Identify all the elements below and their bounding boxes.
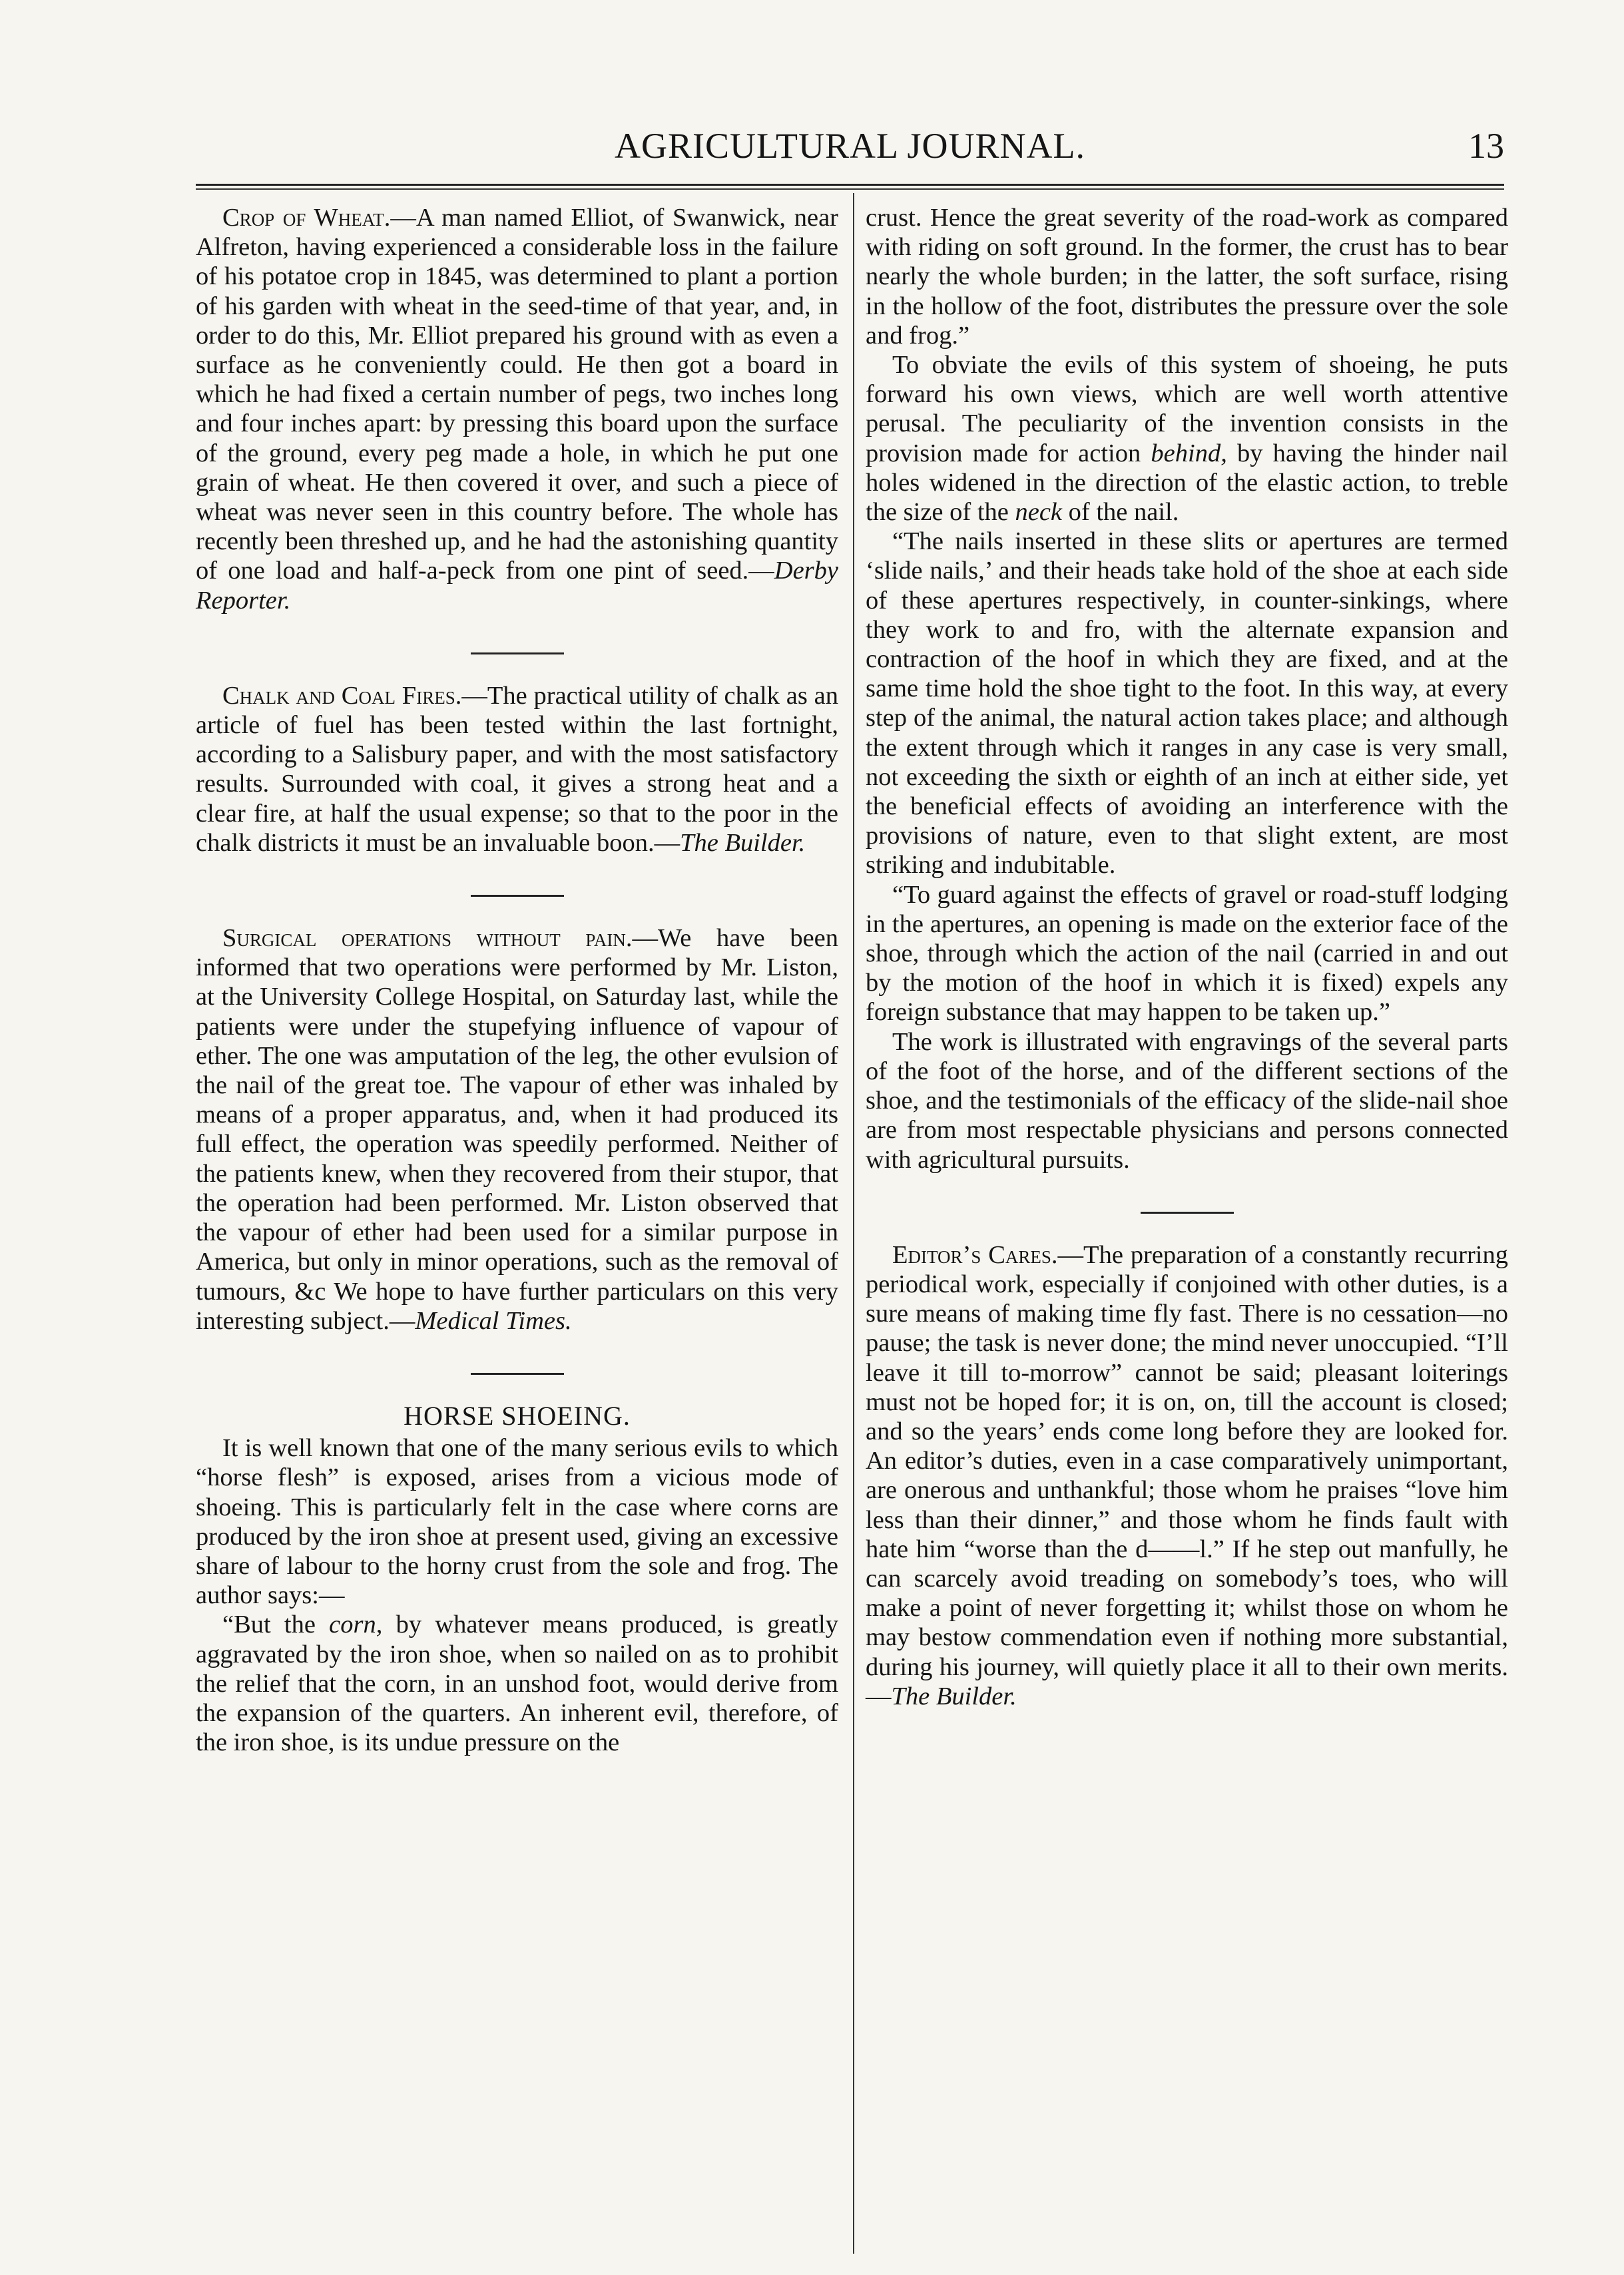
article-editors-cares [866,1240,1508,1711]
paragraph-text: To obviate the evils of this system of shoeing, he puts forward his own views, which are well worth attentive perusal. The peculiarity of the invention consists in the provision made for action [866,351,1508,467]
paragraph-text: “But the [222,1611,330,1639]
article-source: Derby Reporter. [196,557,838,615]
section-separator [471,1373,564,1375]
section-title-horse-shoeing: HORSE SHOEING. [404,1400,631,1431]
article-surgical-operations [196,923,838,1336]
header-rule [196,184,1504,186]
article-chalk-and-coal-fires [196,681,838,858]
article-body: —We have been informed that two operations were performed by Mr. Liston, at the University College Hospital, on Saturday last, while the patients were under the stupefying influence of vapour of ether. The one was amputation of the leg, the other evulsion of the nail of the great toe. The vapour of ether was inhaled by means of a proper apparatus, and, when it had produced its full effect, the operation was speedily performed. Neither of the patients knew, when they recovered from their stupor, that the operation had been performed. Mr. Liston observed that the vapour of ether had been used for a similar purpose in America, but only in minor operations, such as the removal of tumours, &c We hope to have further particulars on this very interesting subject.— [196,924,838,1335]
article-heading: Surgical operations without pain. [222,924,633,953]
section-separator [471,895,564,897]
paragraph-emphasis: behind, [1151,439,1227,467]
article-heading: Chalk and Coal Fires. [222,681,462,710]
article-source: The Builder. [891,1682,1017,1710]
horse-shoeing-paragraph-4: “The nails inserted in these slits or apertures are termed ‘slide nails,’ and their heads take hold of the shoe at each side of these apertures respectively, in counter-sinkings, where they work to and fro, with the alternate expansion and contraction of the hoof in which they are fixed, and at the same time hold the shoe tight to the foot. In this way, at every step of the animal, the natural action takes place; and although the extent through which it ranges in any case is very small, not exceeding the sixth or eighth of an inch at either side, yet the beneficial effects of avoiding an interference with the provisions of nature, even to that slight extent, are most striking and indubitable. [866,527,1508,880]
page-header [196,125,1504,178]
paragraph-text: by whatever means produced, is greatly aggravated by the iron shoe, when so nailed on as to prohibit the relief that the corn, in an unshod foot, would derive from the expansion of the quarters. An inherent evil, therefore, of the iron shoe, is its undue pressure on the [196,1611,838,1757]
article-heading: Crop of Wheat. [222,204,391,232]
horse-shoeing-paragraph-1: It is well known that one of the many serious evils to which “horse flesh” is exposed, arises from a vicious mode of shoeing. This is particularly felt in the case where corns are produced by the iron shoe at present used, giving an excessive share of labour to the horny crust from the sole and frog. The author says:— [196,1434,838,1610]
left-column [196,203,838,1757]
horse-shoeing-paragraph-2 [196,1610,838,1757]
section-separator [1141,1212,1234,1214]
article-crop-of-wheat [196,203,838,615]
section-separator [471,652,564,654]
article-heading: Editor’s Cares. [892,1240,1058,1269]
paragraph-text: of the nail. [1062,498,1179,527]
paragraph-emphasis: corn, [329,1611,383,1639]
article-body: —The preparation of a constantly recurring periodical work, especially if conjoined with other duties, is a sure means of making time fly fast. There is no cessation—no pause; the task is never done; the mind never unoccupied. “I’ll leave it till to-morrow” cannot be said; pleasant loiterings must not be hoped for; it is on, on, till the account is closed; and so the years’ ends come long before they are looked for. An editor’s duties, even in a case comparatively unimportant, are onerous and unthankful; those whom he praises “love him less than their dinner,” and those whom he finds fault with hate him “worse than the d——l.” If he step out manfully, he can scarcely avoid treading on somebody’s toes, who will make a point of never forgetting it; whilst those on whom he may bestow commendation even if nothing more substantial, during his journey, will quietly place it all to their own merits.— [866,1240,1508,1710]
article-body: —The practical utility of chalk as an article of fuel has been tested within the last fortnight, according to a Salisbury paper, and with the most satisfactory results. Surrounded with coal, it gives a strong heat and a clear fire, at half the usual expense; so that to the poor in the chalk districts it must be an invaluable boon.— [196,681,838,857]
horse-shoeing-paragraph-6: The work is illustrated with engravings of the several parts of the foot of the horse, and of the different sections of the shoe, and the testimonials of the efficacy of the slide-nail shoe are from most respectable physicians and persons connected with agricultural pursuits. [866,1027,1508,1174]
paragraph-text: by having the hinder nail holes widened in the direction of the elastic action, to treble the size of the [866,439,1509,527]
header-rule-secondary [196,188,1504,190]
article-source: Medical Times. [415,1306,572,1335]
article-body: —A man named Elliot, of Swanwick, near Alfreton, having experienced a considerable loss in the failure of his potatoe crop in 1845, was determined to plant a portion of his garden with wheat in the seed-time of that year, and, in order to do this, Mr. Elliot prepared his ground with as even a surface as he conveniently could. He then got a board in which he had fixed a certain number of pegs, two inches long and four inches apart: by pressing this board upon the surface of the ground, every peg made a hole, in which he put one grain of wheat. He then covered it over, and such a piece of wheat was never seen in this country before. The whole has recently been threshed up, and he had the astonishing quantity of one load and half-a-peck from one pint of seed.— [196,204,838,585]
horse-shoeing-paragraph-5: “To guard against the effects of gravel or road-stuff lodging in the apertures, an opening is made on the exterior face of the shoe, through which the action of the nail (carried in and out by the motion of the hoof in which it is fixed) expels any foreign substance that may happen to be taken up.” [866,880,1508,1027]
right-column [866,203,1508,1711]
running-title: AGRICULTURAL JOURNAL. [614,126,1086,166]
horse-shoeing-paragraph-3 [866,350,1508,527]
horse-shoeing-continued-paragraph: crust. Hence the great severity of the road-work as compared with riding on soft ground. In the former, the crust has to bear nearly the whole burden; in the latter, the soft surface, rising in the hollow of the foot, distributes the pressure over the sole and frog.” [866,204,1508,350]
paragraph-emphasis: neck [1015,498,1063,527]
page-number: 13 [1468,126,1504,166]
column-divider [853,193,854,2254]
article-source: The Builder. [680,828,806,857]
